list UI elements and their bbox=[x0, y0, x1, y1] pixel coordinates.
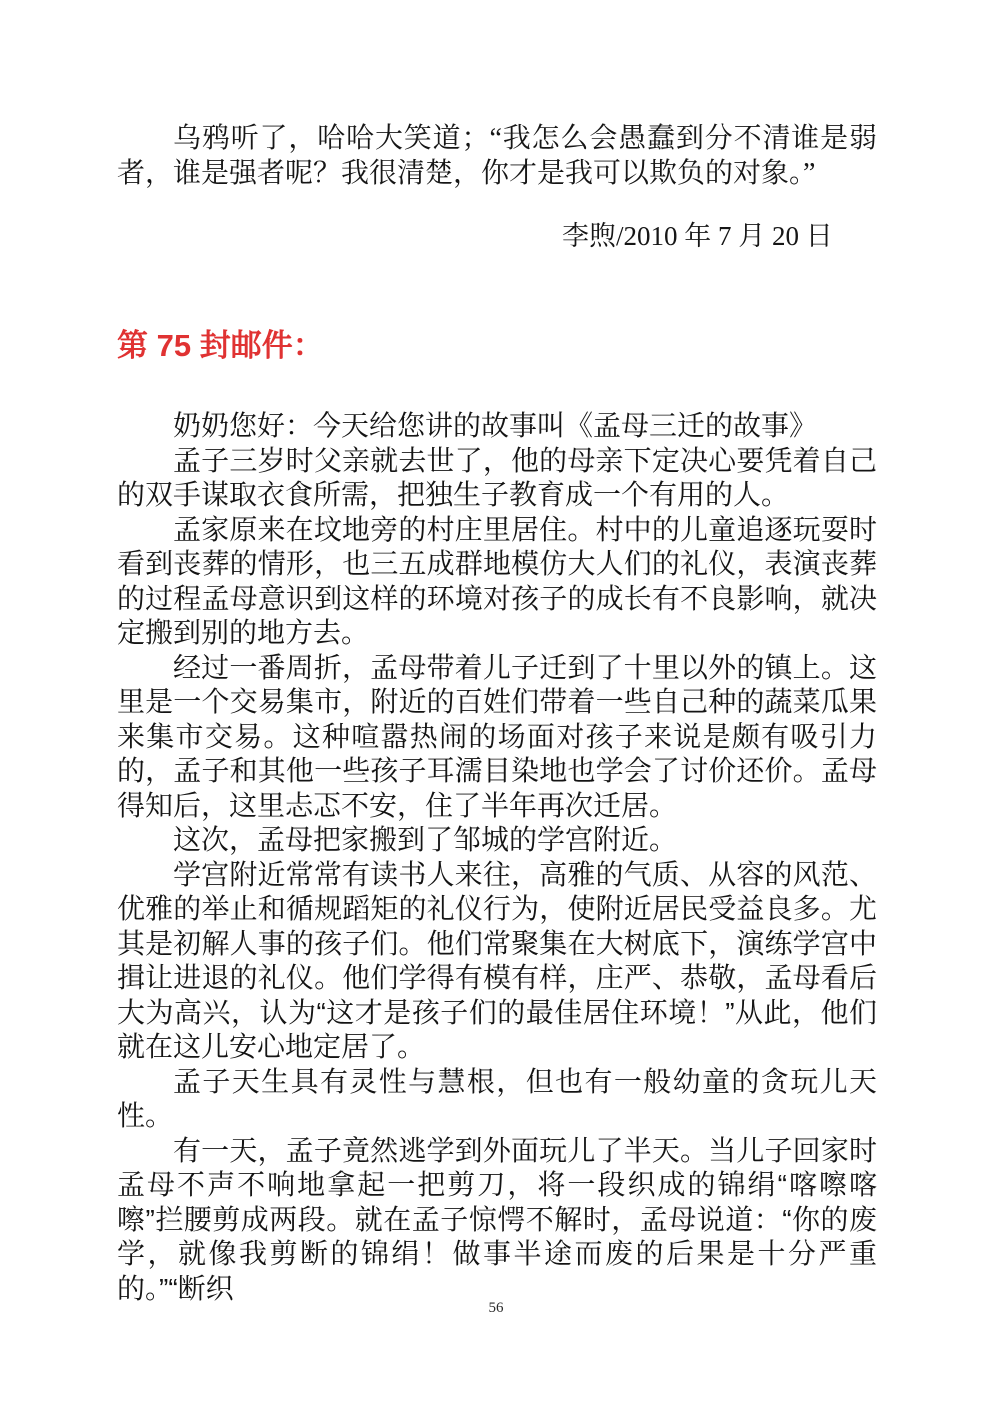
email-paragraph-greeting: 奶奶您好：今天给您讲的故事叫《孟母三迁的故事》 bbox=[173, 410, 818, 441]
email-paragraph-second-home-market: 经过一番周折，孟母带着儿子迁到了十里以外的镇上。这里是一个交易集市，附近的百姓们带着一些自己种的蔬菜瓜果来集市交易。这种喧嚣热闹的场面对孩子来说是颇有吸引力的，孟子和其他一些孩子耳濡目染地也学会了讨价还价。孟母得知后，这里忐忑不安，住了半年再次迁居。 bbox=[117, 651, 877, 821]
email-paragraph-mencius-nature: 孟子天生具有灵性与慧根，但也有一般幼童的贪玩儿天性。 bbox=[117, 1065, 877, 1131]
page-number: 56 bbox=[488, 1300, 504, 1316]
email-paragraph-academy-neighborhood: 学宫附近常常有读书人来往，高雅的气质、从容的风范、优雅的举止和循规蹈矩的礼仪行为，使附近居民受益良多。尤其是初解人事的孩子们。他们常聚集在大树底下，演练学宫中揖让进退的礼仪。他们学得有模有样，庄严、恭敬，孟母看后大为高兴，认为“这才是孩子们的最佳居住环境！”从此，他们就在这儿安心地定居了。 bbox=[117, 858, 877, 1062]
email-paragraph-first-home-graveyard: 孟家原来在坟地旁的村庄里居住。村中的儿童追逐玩耍时看到丧葬的情形，也三五成群地模仿大人们的礼仪，表演丧葬的过程孟母意识到这样的环境对孩子的成长有不良影响，就决定搬到别的地方去。 bbox=[117, 513, 877, 648]
email-paragraph-cut-cloth-lesson: 有一天，孟子竟然逃学到外面玩儿了半天。当儿子回家时孟母不声不响地拿起一把剪刀，将一段织成的锦绢“喀嚓喀嚓”拦腰剪成两段。就在孟子惊愕不解时，孟母说道：“你的废学，就像我剪断的锦绢！做事半途而废的后果是十分严重的。”“断织 bbox=[117, 1134, 877, 1304]
author-date-signature: 李煦/2010 年 7 月 20 日 bbox=[562, 221, 833, 251]
email-paragraph-mencius-childhood: 孟子三岁时父亲就去世了，他的母亲下定决心要凭着自己的双手谋取衣食所需，把独生子教育成一个有用的人。 bbox=[117, 444, 877, 510]
email-75-heading: 第 75 封邮件： bbox=[117, 328, 324, 363]
email-paragraph-third-move: 这次，孟母把家搬到了邹城的学宫附近。 bbox=[173, 824, 678, 855]
email-75-body bbox=[117, 409, 877, 1306]
crow-story-closing-paragraph: 乌鸦听了，哈哈大笑道；“我怎么会愚蠢到分不清谁是弱者，谁是强者呢？我很清楚，你才是我可以欺负的对象。” bbox=[117, 123, 877, 189]
